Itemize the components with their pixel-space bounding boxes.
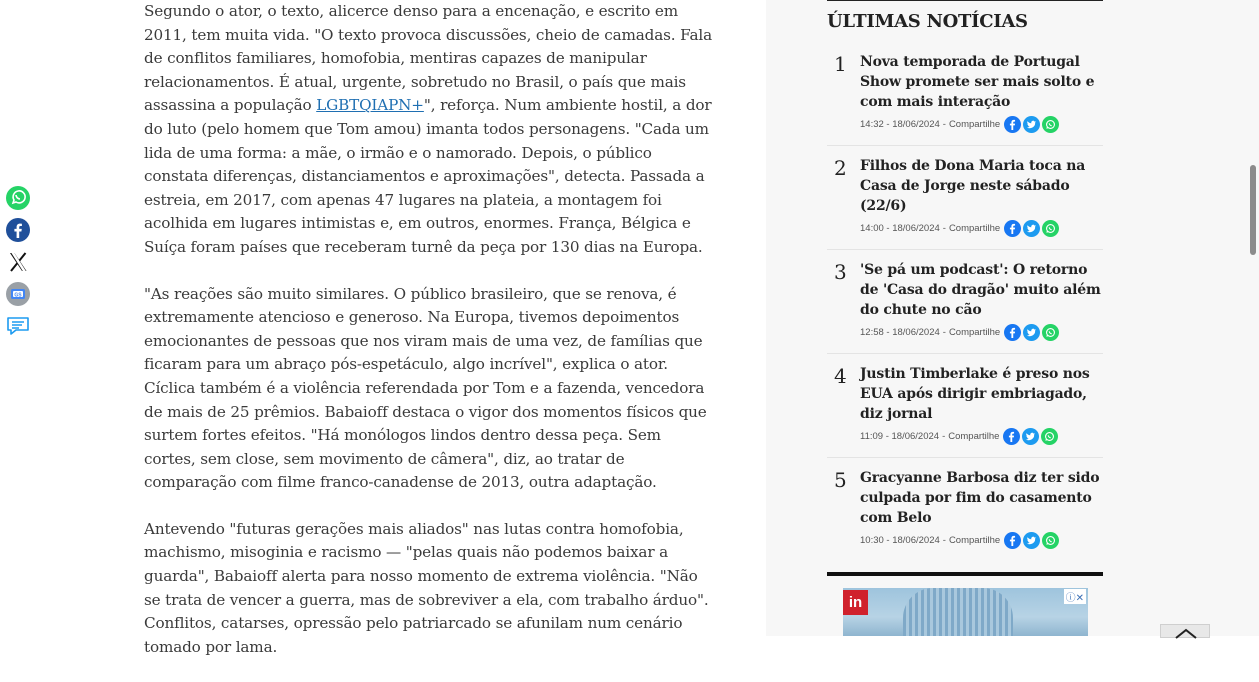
- twitter-icon[interactable]: [1023, 116, 1040, 133]
- ad-image: [903, 588, 1013, 636]
- facebook-share-button[interactable]: [5, 217, 31, 243]
- news-meta: [860, 428, 1103, 445]
- news-timestamp: 11:09 - 18/06/2024: [860, 431, 940, 442]
- ad-close-icon[interactable]: ⓘ✕: [1064, 589, 1086, 604]
- meta-separator: -: [942, 431, 946, 442]
- twitter-icon[interactable]: [1023, 324, 1040, 341]
- paragraph-text: Segundo o ator, o texto, alicerce denso para a encenação, e escrito em 2011, tem muita vida. "O texto provoca discussões, cheio de camadas. Fala de conflitos familiares, homofobia, mentiras capazes de manipular relacionamentos. É atual, urgente, sobretudo no Brasil, o país que mais assassina a população: [144, 2, 712, 115]
- news-item: [827, 250, 1103, 354]
- latest-news-sidebar: [827, 0, 1103, 561]
- share-label: Compartilhe: [948, 119, 1001, 130]
- twitter-icon[interactable]: [1023, 532, 1040, 549]
- google-news-share-button[interactable]: [5, 281, 31, 307]
- news-item: [827, 42, 1103, 146]
- share-rail: [5, 185, 33, 345]
- comments-button[interactable]: [5, 313, 31, 339]
- meta-separator: -: [942, 119, 946, 130]
- facebook-icon: [5, 217, 31, 243]
- twitter-icon[interactable]: [1022, 428, 1039, 445]
- news-headline-link[interactable]: Justin Timberlake é preso nos EUA após dirigir embriagado, diz jornal: [860, 366, 1090, 422]
- facebook-icon[interactable]: [1004, 532, 1021, 549]
- advertisement[interactable]: [843, 588, 1088, 636]
- share-label: Compartilhe: [948, 535, 1001, 546]
- news-rank-number: 2: [834, 156, 847, 180]
- ad-brand-logo: in: [843, 590, 868, 615]
- paragraph-text: ", reforça. Num ambiente hostil, a dor do luto (pelo homem que Tom amou) imanta todos personagens. "Cada um lida de uma forma: a mãe, o irmão e o namorado. Depois, o público constata diferenças, distanciamentos e aproximações", detecta. Passada a estreia, em 2017, com apenas 47 lugares na plateia, a montagem foi acolhida em lugares intimistas e, em outros, enormes. França, Bélgica e Suíça foram países que receberam turnê da peça por 130 dias na Europa.: [144, 96, 712, 256]
- news-meta: [860, 324, 1103, 341]
- share-label: Compartilhe: [948, 223, 1001, 234]
- whatsapp-share-button[interactable]: [5, 185, 31, 211]
- x-share-button[interactable]: [5, 249, 31, 275]
- whatsapp-icon: [5, 185, 31, 211]
- section-divider: [827, 572, 1103, 576]
- article-paragraph: [144, 0, 714, 260]
- news-rank-number: 4: [834, 364, 847, 388]
- back-to-top-button[interactable]: [1160, 624, 1210, 638]
- meta-separator: -: [942, 223, 946, 234]
- latest-news-heading: ÚLTIMAS NOTÍCIAS: [827, 11, 1028, 32]
- scrollbar-thumb[interactable]: [1250, 165, 1256, 255]
- scrollbar[interactable]: [1247, 0, 1259, 636]
- whatsapp-icon[interactable]: [1042, 116, 1059, 133]
- comments-icon: [5, 313, 31, 339]
- news-item: [827, 458, 1103, 561]
- article-paragraph: Antevendo "futuras gerações mais aliados" nas lutas contra homofobia, machismo, misoginia e racismo — "pelas quais não podemos baixar a guarda", Babaioff alerta para nosso momento de extrema violência. "Não se trata de vencer a guerra, mas de sobreviver a ela, com trabalho árduo". Conflitos, catarses, opressão pelo patriarcado se afunilam num cenário tomado por lama.: [144, 519, 709, 656]
- news-timestamp: 12:58 - 18/06/2024: [860, 327, 940, 338]
- top-divider: [827, 0, 1103, 1]
- whatsapp-icon[interactable]: [1042, 532, 1059, 549]
- news-item: [827, 146, 1103, 250]
- share-label: Compartilhe: [948, 327, 1001, 338]
- news-rank-number: 3: [834, 260, 847, 284]
- x-icon: [5, 249, 31, 275]
- news-meta: [860, 220, 1103, 237]
- news-headline-link[interactable]: Filhos de Dona Maria toca na Casa de Jorge neste sábado (22/6): [860, 158, 1086, 214]
- share-label: Compartilhe: [948, 431, 1000, 442]
- news-list: [827, 42, 1103, 561]
- article-paragraph: "As reações são muito similares. O público brasileiro, que se renova, é extremamente atencioso e generoso. Na Europa, tivemos depoimentos emocionantes de pessoas que nos viram mais de uma vez, de famílias que ficaram para um abraço pós-espetáculo, algo incrível", explica o ator. Cíclica também é a violência referendada por Tom e a fazenda, vencedora de mais de 25 prêmios. Babaioff destaca o vigor dos momentos físicos que surtem fortes efeitos. "Há monólogos lindos dentro dessa peça. Sem cortes, sem close, sem movimento de câmera", diz, ao tratar de comparação com filme franco-canadense de 2013, outra adaptação.: [144, 284, 707, 492]
- facebook-icon[interactable]: [1004, 324, 1021, 341]
- news-headline-link[interactable]: 'Se pá um podcast': O retorno de 'Casa do dragão' muito além do chute no cão: [860, 262, 1101, 318]
- chevron-up-icon: [1161, 626, 1211, 640]
- lgbtqiapn-link[interactable]: LGBTQIAPN+: [316, 96, 424, 115]
- svg-text:GS: GS: [14, 292, 22, 299]
- news-meta: [860, 116, 1103, 133]
- whatsapp-icon[interactable]: [1042, 324, 1059, 341]
- news-timestamp: 14:00 - 18/06/2024: [860, 223, 940, 234]
- meta-separator: -: [942, 327, 946, 338]
- facebook-icon[interactable]: [1004, 220, 1021, 237]
- twitter-icon[interactable]: [1023, 220, 1040, 237]
- meta-separator: -: [942, 535, 946, 546]
- news-rank-number: 5: [834, 468, 847, 492]
- news-timestamp: 10:30 - 18/06/2024: [860, 535, 940, 546]
- facebook-icon[interactable]: [1004, 116, 1021, 133]
- news-headline-link[interactable]: Nova temporada de Portugal Show promete ser mais solto e com mais interação: [860, 54, 1095, 110]
- news-item: [827, 354, 1103, 458]
- whatsapp-icon[interactable]: [1041, 428, 1058, 445]
- whatsapp-icon[interactable]: [1042, 220, 1059, 237]
- news-timestamp: 14:32 - 18/06/2024: [860, 119, 940, 130]
- news-headline-link[interactable]: Gracyanne Barbosa diz ter sido culpada por fim do casamento com Belo: [860, 470, 1100, 526]
- article-body: [144, 0, 714, 682]
- google-news-icon: [5, 281, 31, 307]
- news-rank-number: 1: [834, 52, 847, 76]
- news-meta: [860, 532, 1103, 549]
- facebook-icon[interactable]: [1003, 428, 1020, 445]
